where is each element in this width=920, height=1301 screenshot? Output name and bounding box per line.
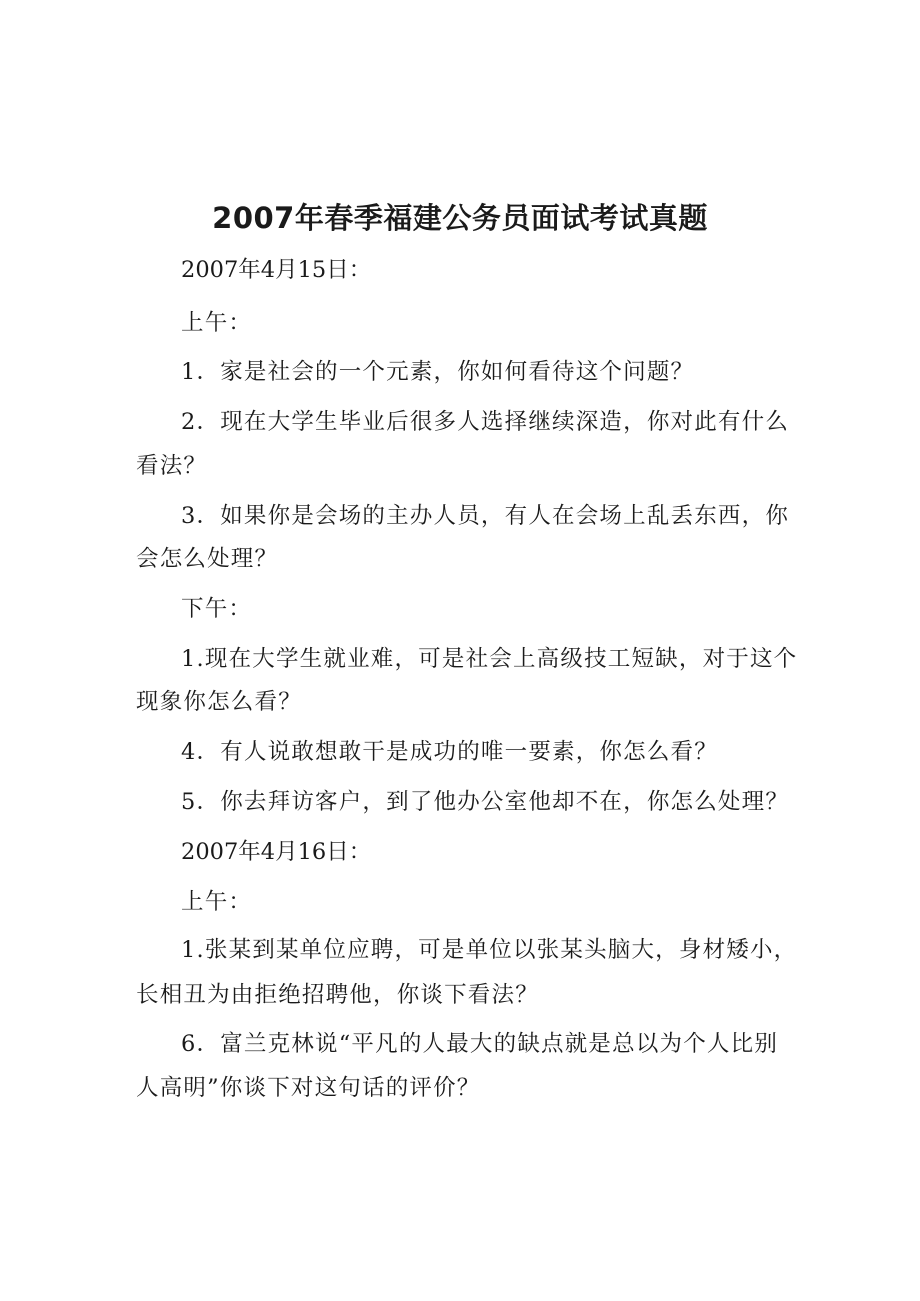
question-line-continuation: 人高明”你谈下对这句话的评价？ [136, 1075, 481, 1101]
date-heading-apr16: 2007年4月16日： [181, 839, 372, 865]
session-heading-morning: 上午： [181, 310, 253, 336]
question-line-continuation: 会怎么处理？ [136, 546, 279, 572]
session-heading-morning: 上午： [181, 889, 253, 915]
question-line-continuation: 看法？ [136, 453, 208, 479]
document-title: 2007年春季福建公务员面试考试真题 [212, 201, 708, 235]
session-heading-afternoon: 下午： [181, 596, 253, 622]
question-line-continuation: 现象你怎么看？ [136, 689, 302, 715]
question-line: 1.张某到某单位应聘，可是单位以张某头脑大，身材矮小， [181, 937, 798, 963]
question-line: 2．现在大学生毕业后很多人选择继续深造，你对此有什么 [181, 409, 790, 435]
question-line-continuation: 长相丑为由拒绝招聘他，你谈下看法？ [136, 982, 539, 1008]
question-line: 1．家是社会的一个元素，你如何看待这个问题？ [181, 359, 695, 385]
question-line: 4．有人说敢想敢干是成功的唯一要素，你怎么看？ [181, 739, 718, 765]
question-line: 3．如果你是会场的主办人员，有人在会场上乱丢东西，你 [181, 503, 790, 529]
question-line: 1.现在大学生就业难，可是社会上高级技工短缺，对于这个 [181, 646, 798, 672]
question-line: 5．你去拜访客户，到了他办公室他却不在，你怎么处理？ [181, 789, 790, 815]
question-line: 6．富兰克林说“平凡的人最大的缺点就是总以为个人比别 [181, 1031, 779, 1057]
date-heading-apr15: 2007年4月15日： [181, 257, 372, 283]
